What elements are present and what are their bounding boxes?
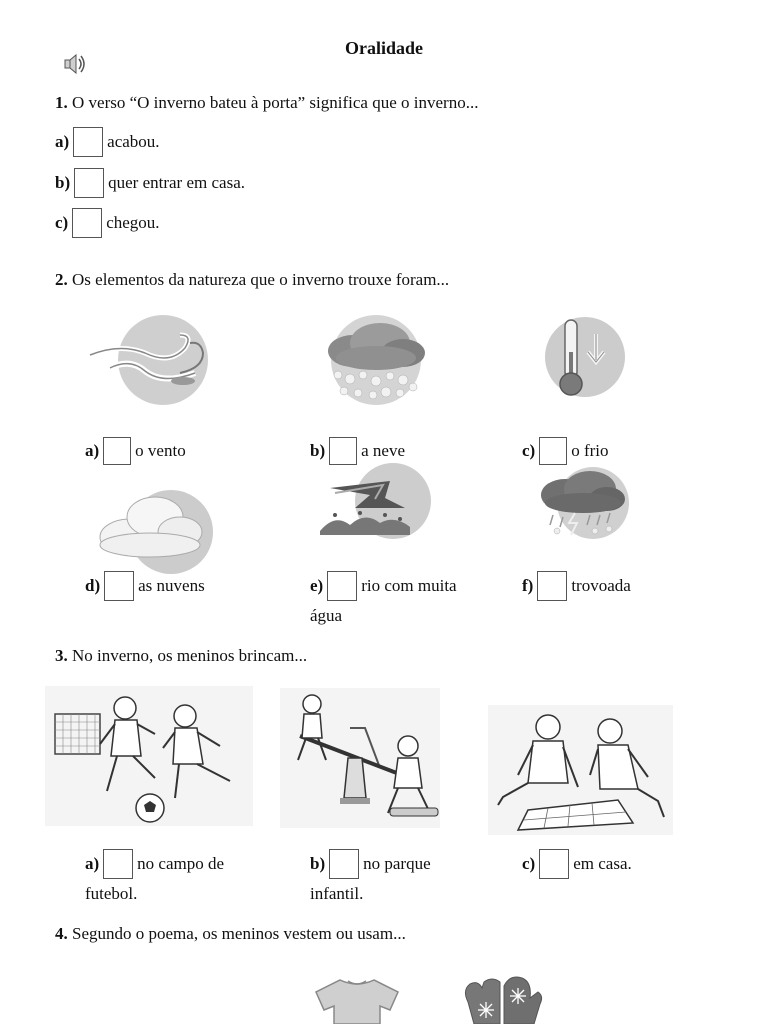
checkbox[interactable]	[329, 437, 357, 465]
question-number: 2.	[55, 270, 68, 289]
q1-option-a	[55, 127, 160, 157]
option-text: as nuvens	[138, 576, 205, 595]
thermometer-icon	[538, 312, 633, 402]
checkbox[interactable]	[539, 849, 569, 879]
option-label: b)	[310, 854, 326, 873]
question-number: 4.	[55, 924, 68, 943]
option-text: chegou.	[106, 213, 160, 232]
storm-icon	[535, 465, 635, 545]
option-text: o vento	[135, 441, 186, 460]
checkbox[interactable]	[103, 437, 131, 465]
flood-icon	[315, 463, 435, 548]
question-text: No inverno, os meninos brincam...	[72, 646, 308, 665]
option-text-continued: infantil.	[310, 884, 364, 903]
q3-option-a	[85, 849, 224, 879]
checkbox[interactable]	[103, 849, 133, 879]
q2-option-d	[85, 571, 205, 601]
option-text-continued: futebol.	[85, 884, 138, 903]
checkbox[interactable]	[327, 571, 357, 601]
q1-option-c	[55, 208, 160, 238]
question-text: O verso “O inverno bateu à porta” significa que o inverno...	[72, 93, 479, 112]
question-3	[55, 646, 307, 666]
board-game-illustration	[488, 705, 673, 835]
seesaw-illustration	[280, 688, 440, 828]
option-text: rio com muita	[361, 576, 457, 595]
option-text: a neve	[361, 441, 406, 460]
option-text: no campo de	[137, 854, 225, 873]
option-label: b)	[55, 173, 71, 192]
q1-option-b	[55, 168, 245, 198]
question-text: Os elementos da natureza que o inverno trouxe foram...	[72, 270, 450, 289]
tshirt-icon	[312, 976, 402, 1024]
checkbox[interactable]	[73, 127, 103, 157]
checkbox[interactable]	[329, 849, 359, 879]
question-text: Segundo o poema, os meninos vestem ou usam...	[72, 924, 406, 943]
option-label: c)	[522, 441, 536, 460]
checkbox[interactable]	[539, 437, 567, 465]
question-2	[55, 270, 449, 290]
option-label: f)	[522, 576, 534, 595]
question-4	[55, 924, 406, 944]
mittens-icon	[460, 972, 545, 1024]
clouds-icon	[85, 487, 215, 577]
checkbox[interactable]	[74, 168, 104, 198]
checkbox[interactable]	[72, 208, 102, 238]
option-text: quer entrar em casa.	[108, 173, 245, 192]
question-number: 3.	[55, 646, 68, 665]
option-label: b)	[310, 441, 326, 460]
option-label: c)	[55, 213, 69, 232]
soccer-illustration	[45, 686, 253, 826]
page-title: Oralidade	[344, 38, 423, 58]
checkbox[interactable]	[104, 571, 134, 601]
q2-option-e	[310, 571, 457, 601]
option-label: d)	[85, 576, 101, 595]
option-text: em casa.	[573, 854, 632, 873]
option-label: a)	[85, 854, 100, 873]
option-text: acabou.	[107, 132, 160, 151]
option-text: trovoada	[571, 576, 631, 595]
option-text: o frio	[571, 441, 609, 460]
q2-option-b	[310, 437, 405, 465]
snow-cloud-icon	[318, 313, 433, 408]
wind-icon	[85, 313, 220, 408]
option-text-continued: água	[310, 606, 343, 625]
checkbox[interactable]	[537, 571, 567, 601]
option-label: a)	[55, 132, 70, 151]
q2-option-c	[522, 437, 609, 465]
question-number: 1.	[55, 93, 68, 112]
q2-option-a	[85, 437, 186, 465]
q3-option-c	[522, 849, 632, 879]
option-label: a)	[85, 441, 100, 460]
option-label: e)	[310, 576, 324, 595]
option-text: no parque	[363, 854, 431, 873]
question-1	[55, 93, 478, 113]
q2-option-f	[522, 571, 631, 601]
q3-option-b	[310, 849, 431, 879]
option-label: c)	[522, 854, 536, 873]
